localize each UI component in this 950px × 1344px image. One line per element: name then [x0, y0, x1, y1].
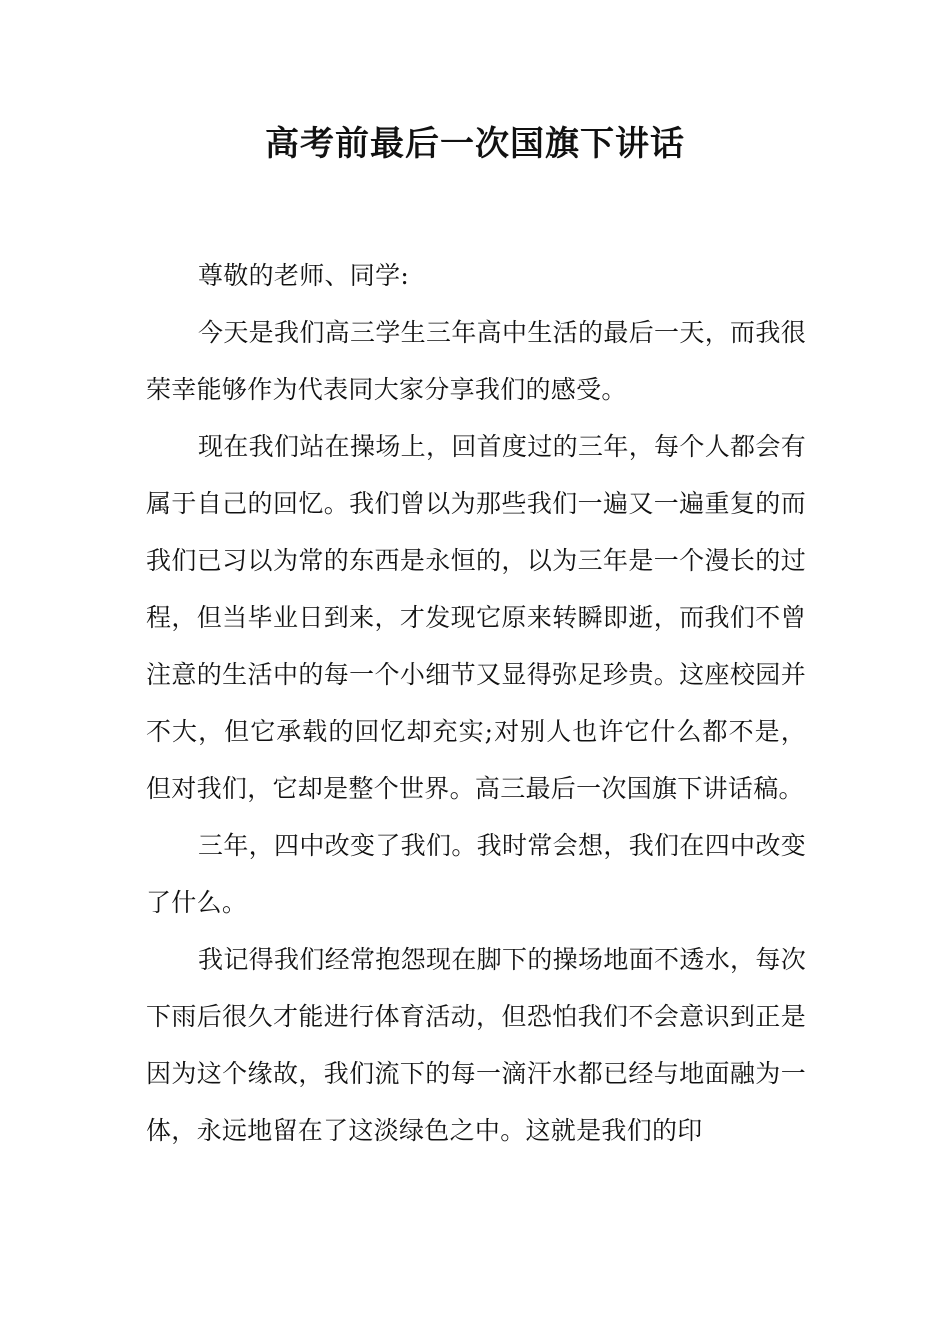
- paragraph: 今天是我们高三学生三年高中生活的最后一天，而我很荣幸能够作为代表同大家分享我们的感受。: [146, 318, 806, 404]
- document-body: [146, 247, 806, 1159]
- document-title: 高考前最后一次国旗下讲话: [265, 124, 685, 164]
- paragraph-salutation: 尊敬的老师、同学:: [198, 261, 410, 290]
- paragraph: 我记得我们经常抱怨现在脚下的操场地面不透水，每次下雨后很久才能进行体育活动，但恐怕我们不会意识到正是因为这个缘故，我们流下的每一滴汗水都已经与地面融为一体，永远地留在了这淡绿色之中。这就是我们的印: [146, 945, 806, 1145]
- paragraph: 三年，四中改变了我们。我时常会想，我们在四中改变了什么。: [146, 831, 806, 917]
- paragraph: 现在我们站在操场上，回首度过的三年，每个人都会有属于自己的回忆。我们曾以为那些我们一遍又一遍重复的而我们已习以为常的东西是永恒的，以为三年是一个漫长的过程，但当毕业日到来，才发现它原来转瞬即逝，而我们不曾注意的生活中的每一个小细节又显得弥足珍贵。这座校园并不大，但它承载的回忆却充实;对别人也许它什么都不是，但对我们，它却是整个世界。高三最后一次国旗下讲话稿。: [146, 432, 806, 803]
